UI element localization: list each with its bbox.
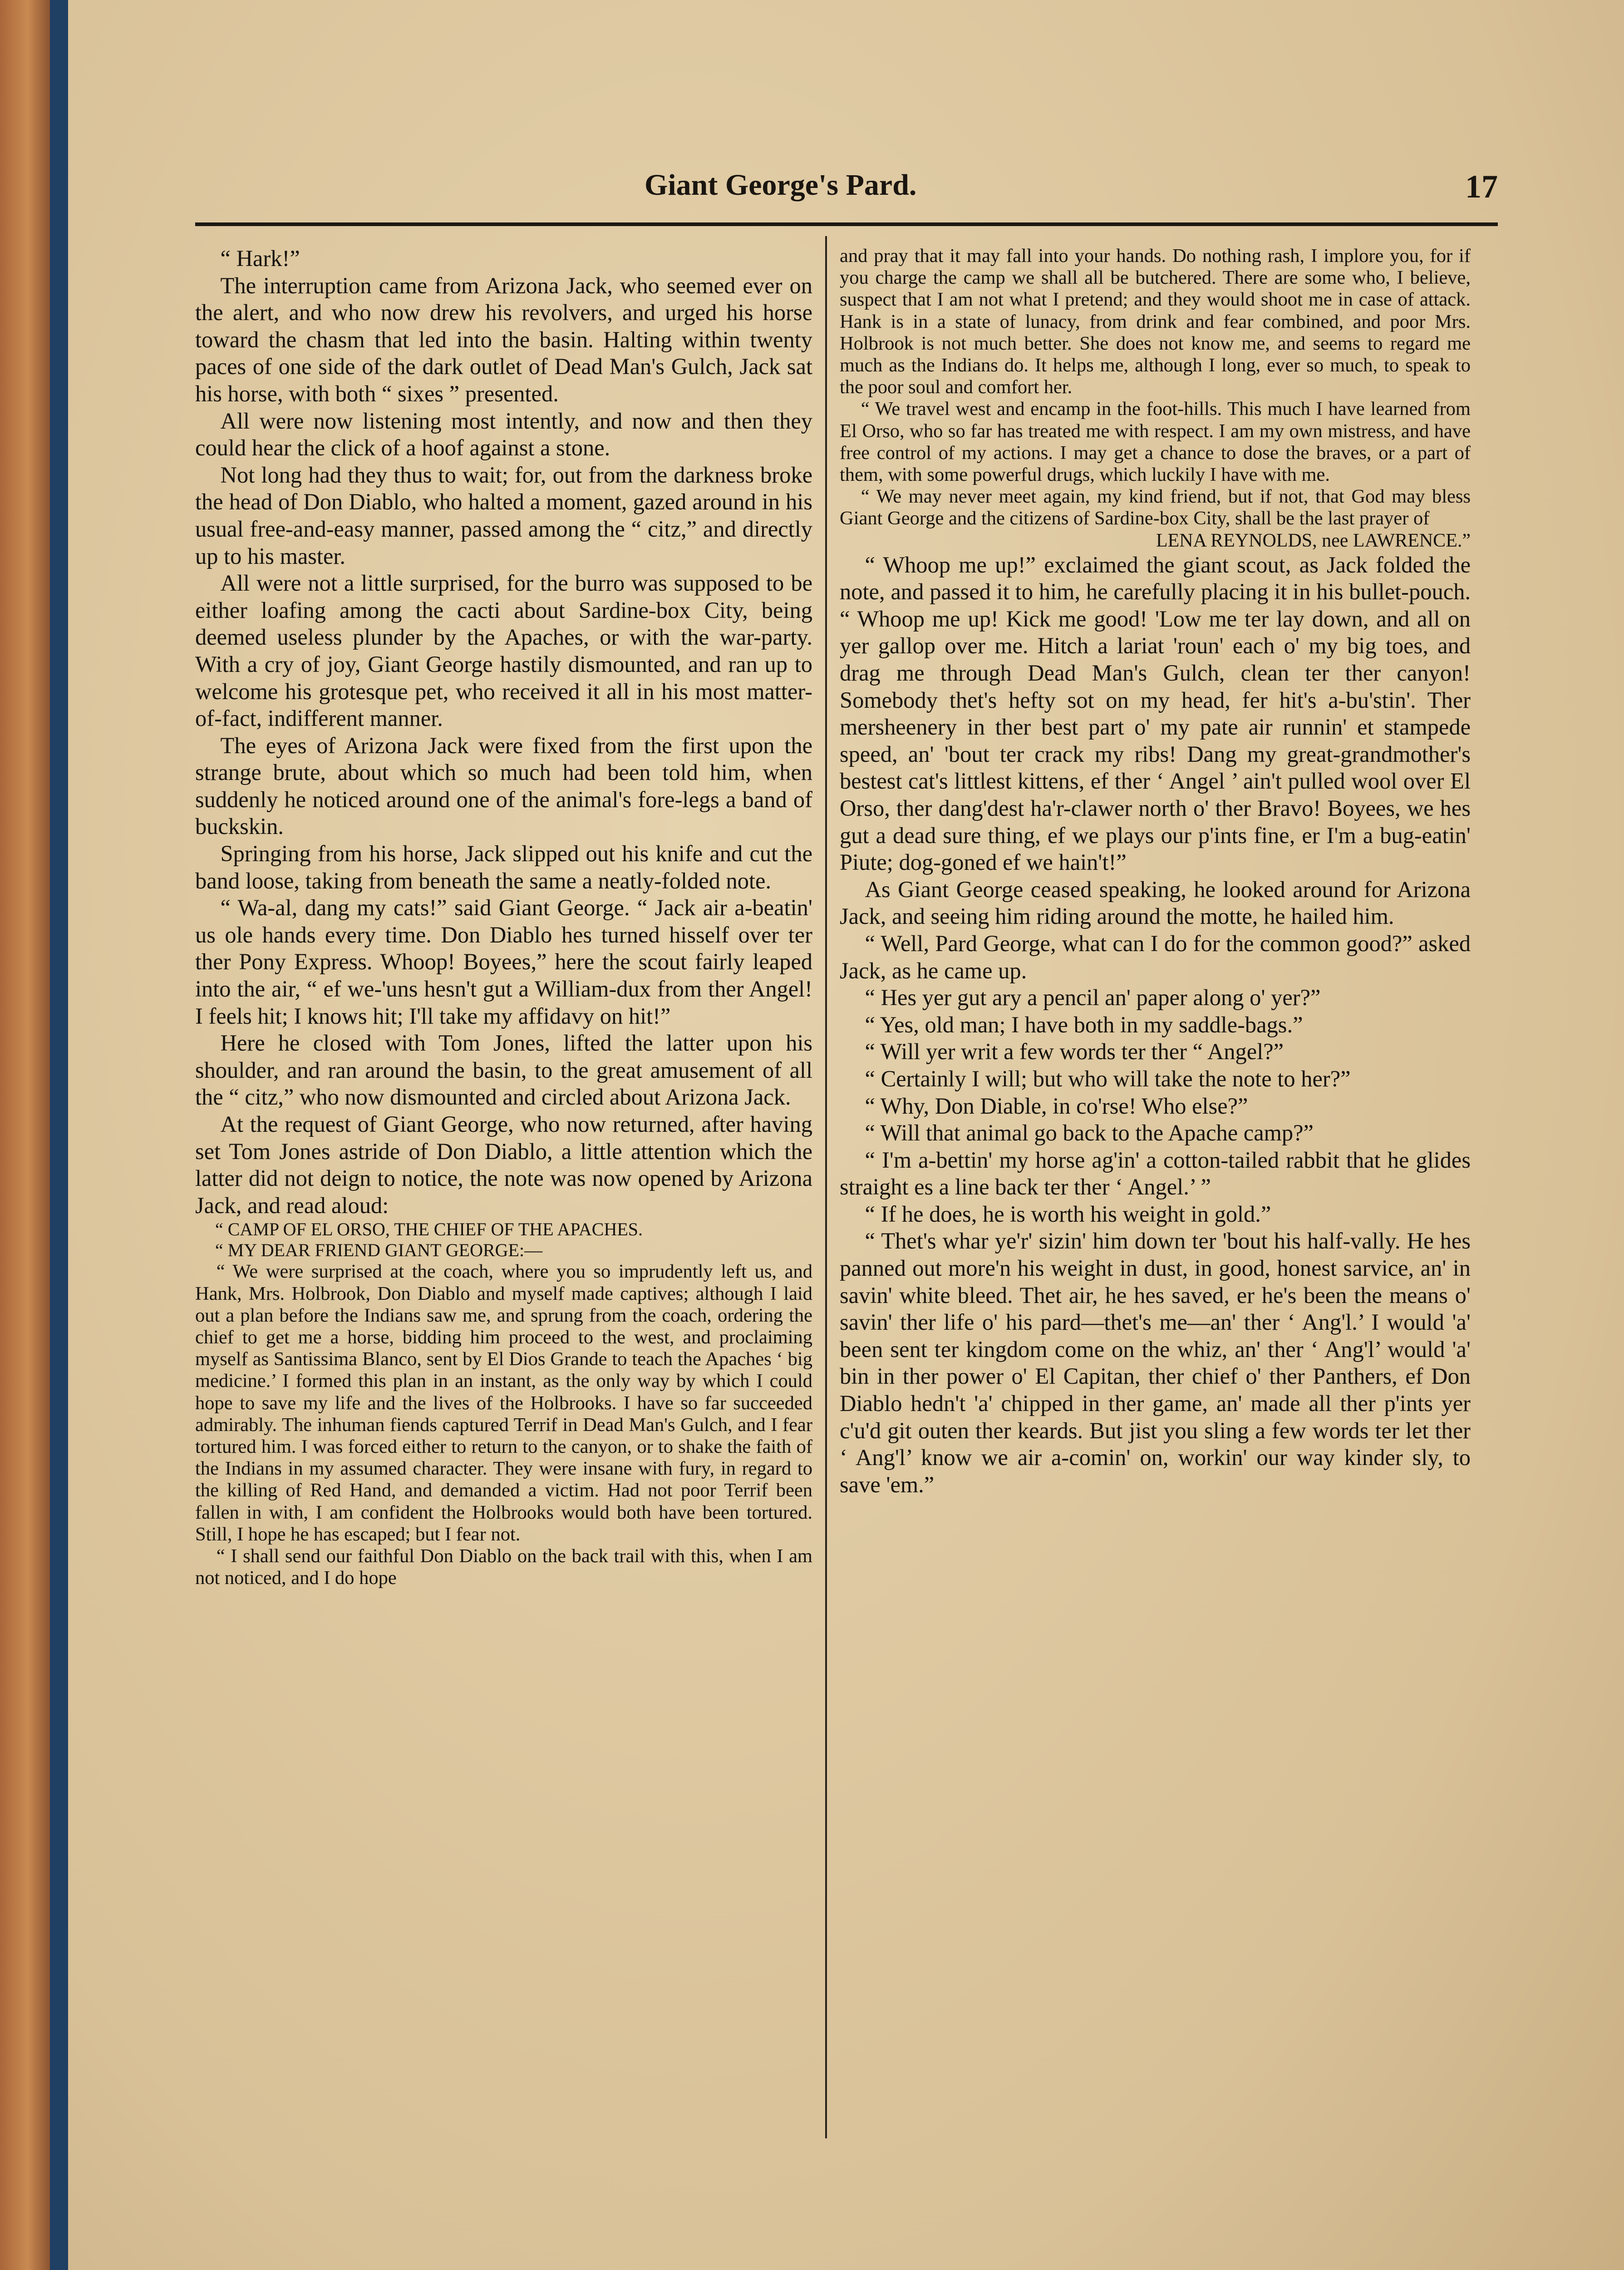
page-header: [454, 168, 1498, 222]
paragraph: “ I'm a-bettin' my horse ag'in' a cotton-tailed rabbit that he glides straight es a line back ter ther ‘ Angel.’ ”: [840, 1147, 1471, 1200]
paragraph: “ We travel west and encamp in the foot-hills. This much I have learned from El Orso, who so far has treated me with respect. I am my own mistress, and have free control of my actions. I may get a chance to dose the braves, or a part of them, with some powerful drugs, which luckily I have with me.: [840, 398, 1471, 486]
paragraph: “ Hes yer gut ary a pencil an' paper along o' yer?”: [865, 985, 1321, 1011]
column-divider: [825, 236, 827, 2138]
paragraph: Springing from his horse, Jack slipped out his knife and cut the band loose, taking from beneath the same a neatly-folded note.: [195, 841, 812, 893]
cover-spine: [0, 0, 50, 2270]
paragraph: The interruption came from Arizona Jack, who seemed ever on the alert, and who now drew his revolvers, and urged his horse toward the chasm that led into the basin. Halting within twenty paces of one side of the dark outlet of Dead Man's Gulch, Jack sat his horse, with both “ sixes ” presented.: [195, 272, 812, 406]
paragraph: Here he closed with Tom Jones, lifted the latter upon his shoulder, and ran around the basin, to the great amusement of all the “ citz,” who now dismounted and circled about Arizona Jack.: [195, 1030, 812, 1110]
paragraph: “ We were surprised at the coach, where you so imprudently left us, and Hank, Mrs. Holbrook, Don Diablo and myself made captives; although I laid out a plan before the Indians saw me, and sprung from the coach, ordering the chief to get me a horse, bidding him proceed to the west, and proclaiming myself as Santissima Blanco, sent by El Dios Grande to teach the Apaches ‘ big medicine.’ I formed this plan in an instant, as the only way by which I could hope to save my life and the lives of the Holbrooks. I have so far succeeded admirably. The inhuman fiends captured Terrif in Dead Man's Gulch, and I fear tortured him. I was forced either to return to the canyon, or to shake the faith of the Indians in my assumed character. They were insane with fury, in regard to the killing of Red Hand, and demanded a victim. Had not poor Terrif been fallen in with, I am confident the Holbrooks would both have been tortured. Still, I hope he has escaped; but I fear not.: [195, 1261, 812, 1545]
paragraph: “ Will that animal go back to the Apache camp?”: [865, 1120, 1314, 1146]
left-column: [195, 245, 812, 2134]
paragraph: All were now listening most intently, and now and then they could hear the click of a hoof against a stone.: [195, 408, 812, 461]
paragraph: “ Yes, old man; I have both in my saddle-bags.”: [865, 1012, 1303, 1037]
page-number: 17: [1465, 168, 1498, 205]
paragraph: “ Whoop me up!” exclaimed the giant scout, as Jack folded the note, and passed it to him, he carefully placing it in his bullet-pouch. “ Whoop me up! Kick me good! 'Low me ter lay down, and all on yer gallop over me. Hitch a lariat 'roun' each o' my big toes, and drag me through Dead Man's Gulch, clean ter ther canyon! Somebody thet's hefty sot on my head, fer hit's a-bu'stin'. Ther mersheenery in ther best part o' my pate air runnin' et stampede speed, an' 'bout ter crack my ribs! Dang my great-grandmother's bestest cat's littlest kittens, ef ther ‘ Angel ’ ain't pulled wool over El Orso, ther dang'dest ha'r-clawer north o' ther Bravo! Boyees, we hes gut a dead sure thing, ef we plays our p'ints fine, er I'm a bug-eatin' Piute; dog-goned ef we hain't!”: [840, 552, 1471, 875]
paragraph: “ Certainly I will; but who will take the note to her?”: [865, 1066, 1351, 1091]
paragraph: LENA REYNOLDS, nee LAWRENCE.”: [1156, 530, 1471, 551]
paragraph: “ Thet's whar ye'r' sizin' him down ter 'bout his half-vally. He hes panned out more'n his weight in dust, in good, honest sarvice, an' in savin' white bleed. Thet air, he hes saved, er he's been the means o' savin' ther life o' his pard—thet's me—an' ther ‘ Ang'l.’ I would 'a' been sent ter kingdom come on the whiz, an' ther ‘ Ang'l’ would 'a' bin in ther power o' El Capitan, ther chief o' ther Panthers, ef Don Diablo hedn't 'a' chipped in ther game, an' made all ther p'ints yer c'u'd git outen ther keards. But jist you sling a few words ter let ther ‘ Ang'l’ know we air a-comin' on, workin' our way kinder sly, to save 'em.”: [840, 1228, 1471, 1497]
paragraph: The eyes of Arizona Jack were fixed from the first upon the strange brute, about which so much had been told him, when suddenly he noticed around one of the animal's fore-legs a band of buckskin.: [195, 732, 812, 839]
paragraph: “ Why, Don Diable, in co'rse! Who else?”: [865, 1093, 1248, 1119]
paragraph: “ If he does, he is worth his weight in gold.”: [865, 1201, 1271, 1227]
paragraph: As Giant George ceased speaking, he looked around for Arizona Jack, and seeing him riding around the motte, he hailed him.: [840, 876, 1471, 929]
paragraph: “ Will yer writ a few words ter ther “ Angel?”: [865, 1039, 1284, 1065]
running-title: Giant George's Pard.: [645, 168, 917, 202]
paragraph: “ MY DEAR FRIEND GIANT GEORGE:—: [215, 1240, 543, 1261]
paragraph: “ Hark!”: [220, 246, 300, 271]
header-rule: [195, 222, 1498, 226]
paragraph: and pray that it may fall into your hands. Do nothing rash, I implore you, for if you charge the camp we shall all be butchered. There are some who, I believe, suspect that I am not what I pretend; and they would shoot me in case of attack. Hank is in a state of lunacy, from drink and fear combined, and poor Mrs. Holbrook is not much better. She does not know me, and seems to regard me much as the Indians do. It helps me, although I long, ever so much, to speak to the poor soul and comfort her.: [840, 245, 1471, 398]
right-column: [840, 245, 1471, 2134]
paragraph: “ Wa-al, dang my cats!” said Giant George. “ Jack air a-beatin' us ole hands every time. Don Diablo hes turned hisself over ter ther Pony Express. Whoop! Boyees,” here the scout fairly leaped into the air, “ ef we-'uns hesn't gut a William-dux from ther Angel! I feels hit; I knows hit; I'll take my affidavy on hit!”: [195, 895, 812, 1029]
paragraph: “ Well, Pard George, what can I do for the common good?” asked Jack, as he came up.: [840, 930, 1471, 983]
paragraph: At the request of Giant George, who now returned, after having set Tom Jones astride of Don Diablo, a little attention which the latter did not deign to notice, the note was now opened by Arizona Jack, and read aloud:: [195, 1111, 812, 1218]
paragraph: “ We may never meet again, my kind friend, but if not, that God may bless Giant George and the citizens of Sardine-box City, shall be the last prayer of: [840, 486, 1471, 529]
paragraph: All were not a little surprised, for the burro was supposed to be either loafing among the cacti about Sardine-box City, being deemed useless plunder by the Apaches, or with the war-party. With a cry of joy, Giant George hastily dismounted, and ran up to welcome his grotesque pet, who received it all in his most matter-of-fact, indifferent manner.: [195, 570, 812, 731]
paragraph: Not long had they thus to wait; for, out from the darkness broke the head of Don Diablo, who halted a moment, gazed around in his usual free-and-easy manner, passed among the “ citz,” and directly up to his master.: [195, 462, 812, 569]
paragraph: “ CAMP OF EL ORSO, THE CHIEF OF THE APACHES.: [215, 1219, 643, 1240]
paragraph: “ I shall send our faithful Don Diablo on the back trail with this, when I am not noticed, and I do hope: [195, 1545, 812, 1589]
